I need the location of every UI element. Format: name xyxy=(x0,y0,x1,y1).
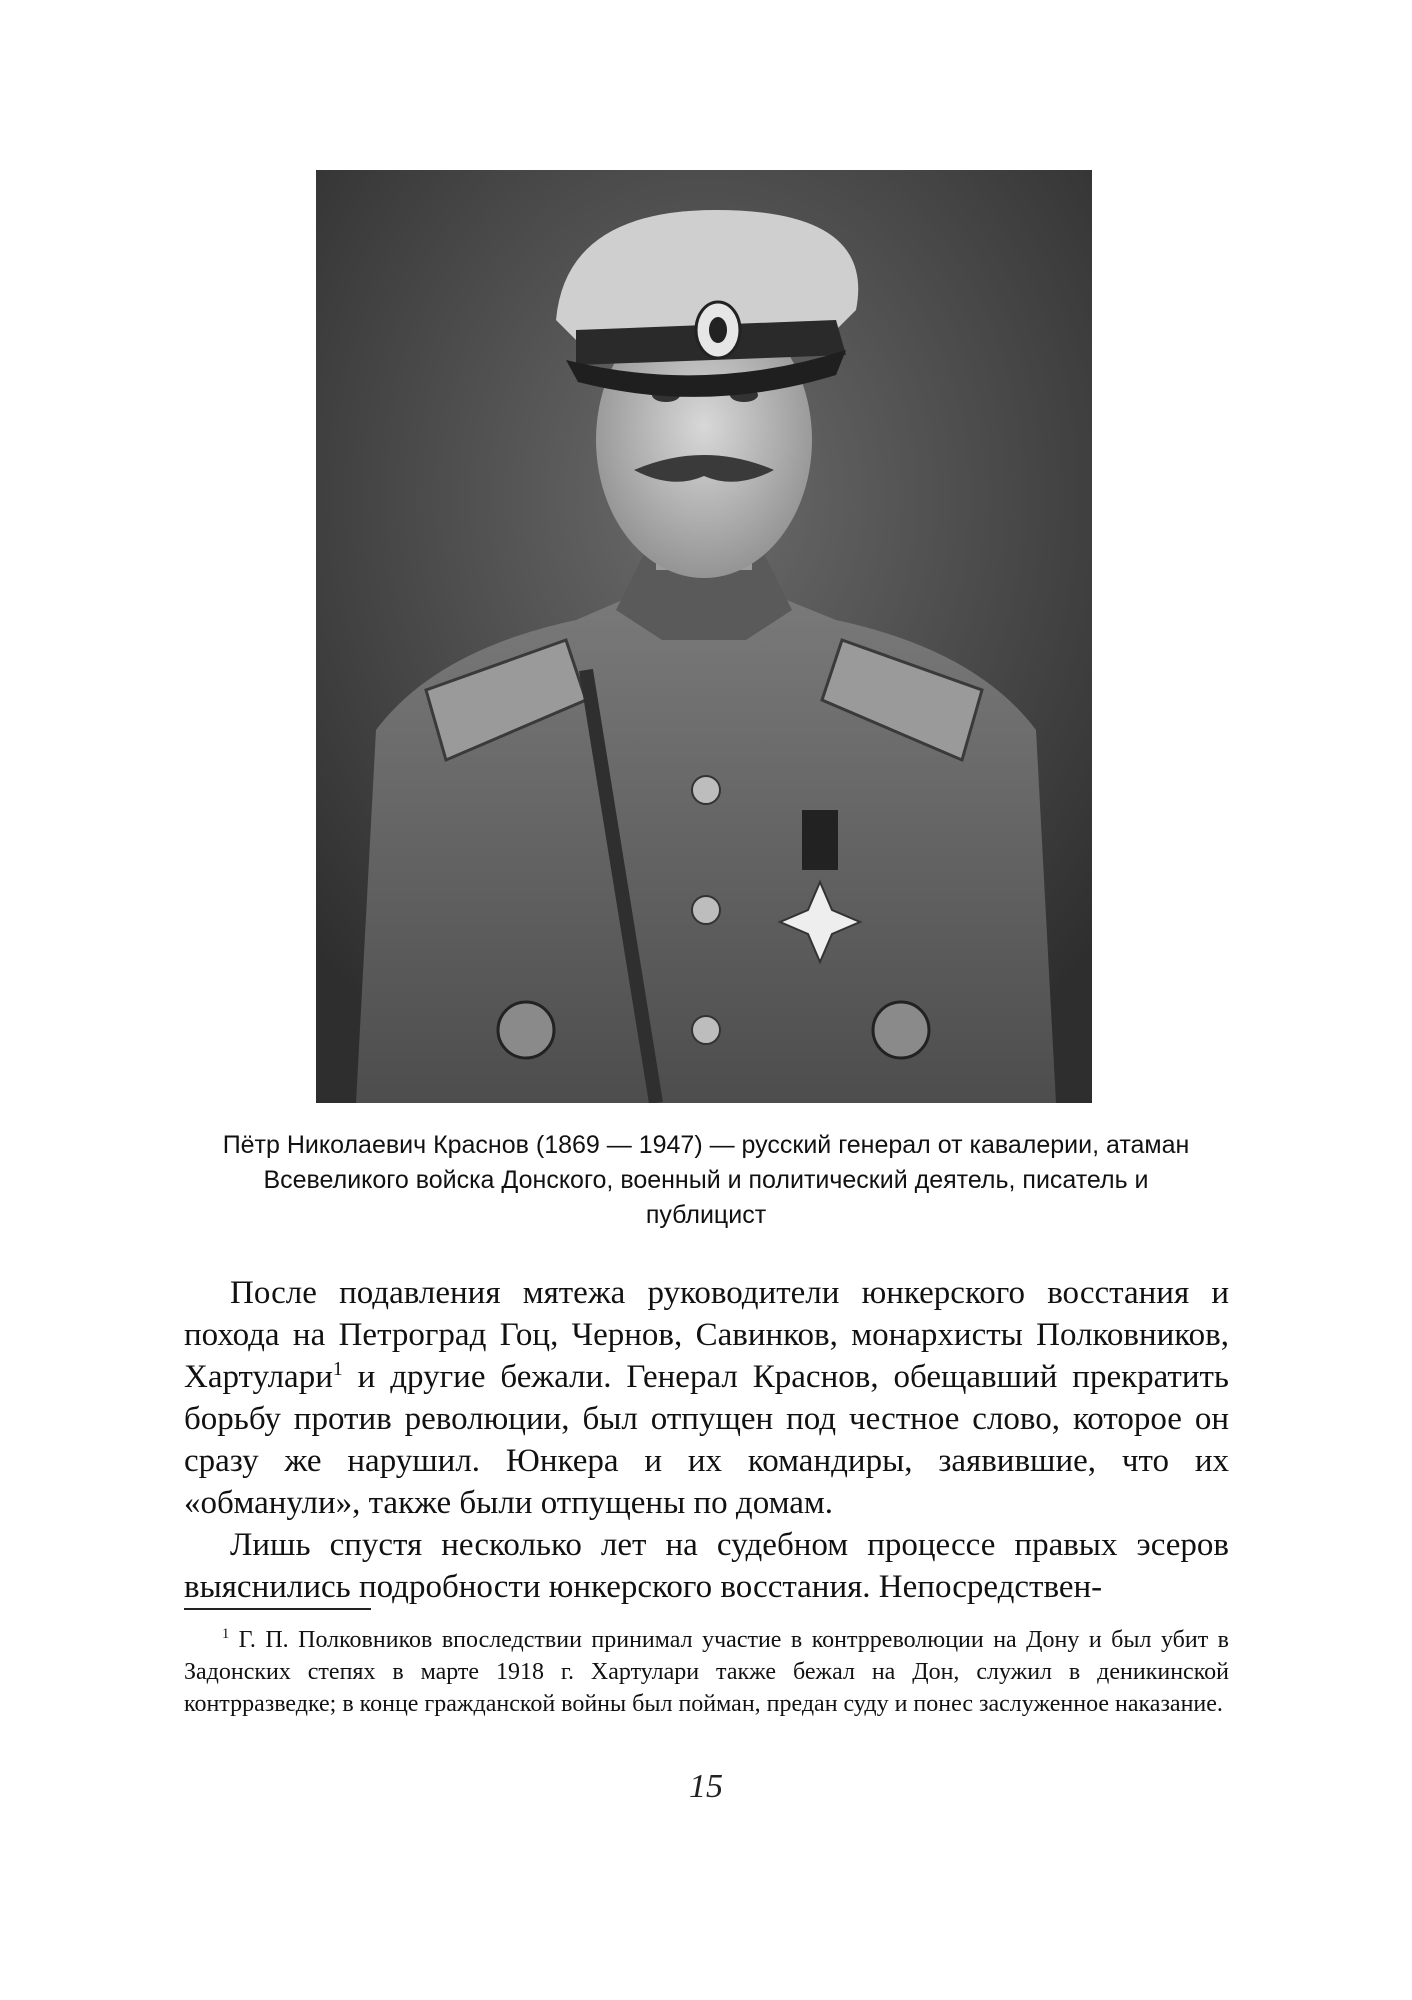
paragraph-1 xyxy=(184,1272,1229,1524)
portrait-image xyxy=(316,170,1092,1103)
footnote-text: Г. П. Полковников впоследствии принимал участие в контрреволюции на Дону и был убит в Задонских степях в марте 1918 г. Хартулари также бежал на Дон, служил в деникинской контрразведке; в конце гражданской войны был пойман, предан суду и понес заслуженное наказание. xyxy=(184,1627,1229,1717)
footnote-marker: 1 xyxy=(222,1626,230,1642)
footnote-paragraph xyxy=(184,1624,1229,1720)
footnote-reference: 1 xyxy=(332,1358,343,1380)
paragraph-1-part-b: и другие бежали. Генерал Краснов, обещавший прекратить борьбу против революции, был отпущен под честное слово, которое он сразу же нарушил. Юнкера и их командиры, заявившие, что их «обманули», также были отпущены по домам. xyxy=(184,1359,1229,1521)
paragraph-1-part-a: После подавления мятежа руководители юнкерского восстания и похода на Петроград Гоц, Чернов, Савинков, монархисты Полковников, Хартулари xyxy=(184,1275,1229,1395)
figure-caption: Пётр Николаевич Краснов (1869 — 1947) — русский генерал от кавалерии, атаман Всевеликого войска Донского, военный и политический деятель, писатель и публицист xyxy=(222,1131,1190,1229)
footnote-divider xyxy=(184,1608,371,1610)
paragraph-2: Лишь спустя несколько лет на судебном процессе правых эсеров выяснились подробности юнкерского восстания. Непосредствен- xyxy=(184,1527,1229,1605)
main-text xyxy=(184,1272,1229,1608)
page-number: 15 xyxy=(689,1768,723,1805)
footnote xyxy=(184,1624,1229,1720)
